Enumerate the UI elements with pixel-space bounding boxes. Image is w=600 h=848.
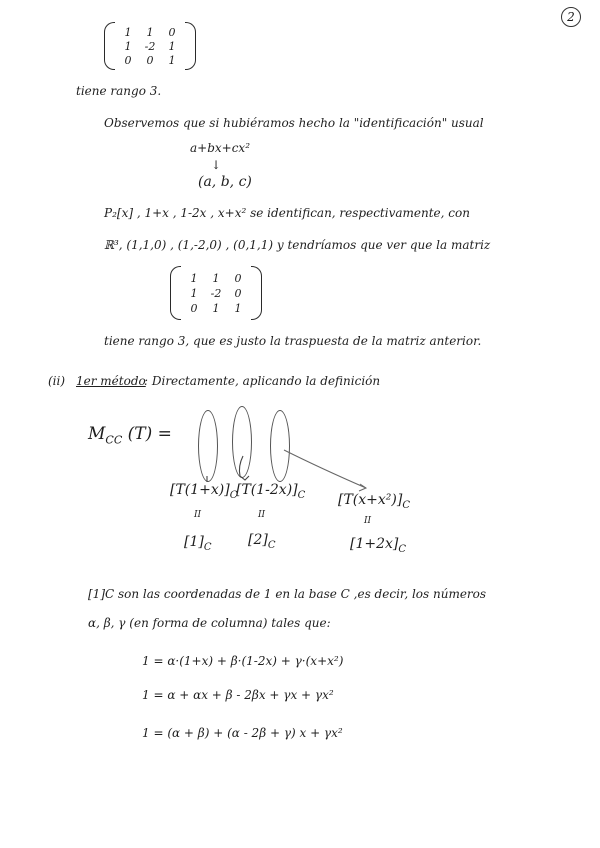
column-3-text: [T(x+x²)] bbox=[338, 492, 403, 508]
p2-line: P₂[x] , 1+x , 1-2x , x+x² se identifican, respectivamente, con bbox=[104, 206, 470, 220]
subscript-c: C bbox=[402, 499, 410, 511]
subscript-c: C bbox=[203, 541, 212, 553]
coordinates-line-1: [1]C son las coordenadas de 1 en la base C ,es decir, los números bbox=[88, 587, 487, 601]
subscript-c: C bbox=[297, 489, 306, 501]
matrix-cell: 0 bbox=[146, 53, 154, 67]
item-label: (ii) bbox=[48, 374, 66, 388]
matrix-cell: 0 bbox=[124, 53, 132, 67]
arrow-column-2 bbox=[239, 456, 243, 476]
result-2-text: [2] bbox=[248, 532, 268, 548]
matrix-cell: 0 bbox=[168, 25, 176, 39]
equation-2: 1 = α + αx + β - 2βx + γx + γx² bbox=[142, 688, 334, 702]
subscript-c: C bbox=[267, 539, 276, 551]
matrix-argument: (T) = bbox=[127, 424, 172, 444]
subscript-c: C bbox=[398, 543, 407, 555]
observe-line: Observemos que si hubiéramos hecho la "identificación" usual bbox=[104, 116, 484, 130]
equals-sign-3: II bbox=[364, 516, 372, 526]
matrix-subscript: CC bbox=[105, 433, 123, 447]
matrix-cell: 1 bbox=[146, 25, 154, 39]
rank-line-2: tiene rango 3, que es justo la traspuesta de la matriz anterior. bbox=[104, 334, 482, 348]
column-3-image bbox=[338, 492, 410, 511]
column-1-image bbox=[170, 482, 237, 501]
page-number: 2 bbox=[561, 7, 581, 27]
matrix-cell: 1 bbox=[212, 271, 220, 285]
tuple-expression: (a, b, c) bbox=[198, 174, 252, 190]
column-1-text: [T(1+x)] bbox=[170, 482, 230, 498]
matrix-cell: 1 bbox=[168, 53, 176, 67]
matrix-cell: 0 bbox=[234, 271, 242, 285]
coordinates-line-2: α, β, γ (en forma de columna) tales que: bbox=[88, 616, 331, 630]
matrix-cell: -2 bbox=[210, 286, 222, 300]
result-2 bbox=[248, 532, 276, 551]
equation-3: 1 = (α + β) + (α - 2β + γ) x + γx² bbox=[142, 726, 343, 740]
matrix-cell: 1 bbox=[168, 39, 176, 53]
matrix-cell: 0 bbox=[234, 286, 242, 300]
equals-sign-1: II bbox=[194, 510, 202, 520]
matrix-letter: M bbox=[88, 424, 106, 444]
result-3-text: [1+2x] bbox=[350, 536, 399, 552]
matrix-cell: 0 bbox=[190, 301, 198, 315]
r3-line: ℝ³, (1,1,0) , (1,-2,0) , (0,1,1) y tendríamos que ver que la matriz bbox=[104, 238, 491, 252]
matrix-cell: 1 bbox=[190, 271, 198, 285]
matrix-cell: -2 bbox=[144, 39, 156, 53]
result-3 bbox=[350, 536, 406, 555]
method-label: 1er método bbox=[76, 374, 146, 388]
matrix-cell: 1 bbox=[124, 39, 132, 53]
column-2-image bbox=[236, 482, 305, 501]
result-1-text: [1] bbox=[184, 534, 204, 550]
rank-line-1: tiene rango 3. bbox=[76, 84, 162, 98]
equals-sign-2: II bbox=[258, 510, 266, 520]
matrix-cell: 1 bbox=[212, 301, 220, 315]
column-2-text: [T(1-2x)] bbox=[236, 482, 298, 498]
arrowhead-2 bbox=[240, 476, 249, 480]
polynomial-expression: a+bx+cx² bbox=[190, 141, 251, 155]
method-text: : Directamente, aplicando la definición bbox=[144, 374, 381, 388]
result-1 bbox=[184, 534, 212, 553]
matrix-cell: 1 bbox=[190, 286, 198, 300]
down-arrow-icon: ↓ bbox=[211, 158, 222, 172]
subscript-c: C bbox=[229, 489, 238, 501]
matrix-cell: 1 bbox=[124, 25, 132, 39]
matrix-cell: 1 bbox=[234, 301, 242, 315]
equation-1: 1 = α·(1+x) + β·(1-2x) + γ·(x+x²) bbox=[142, 654, 344, 668]
